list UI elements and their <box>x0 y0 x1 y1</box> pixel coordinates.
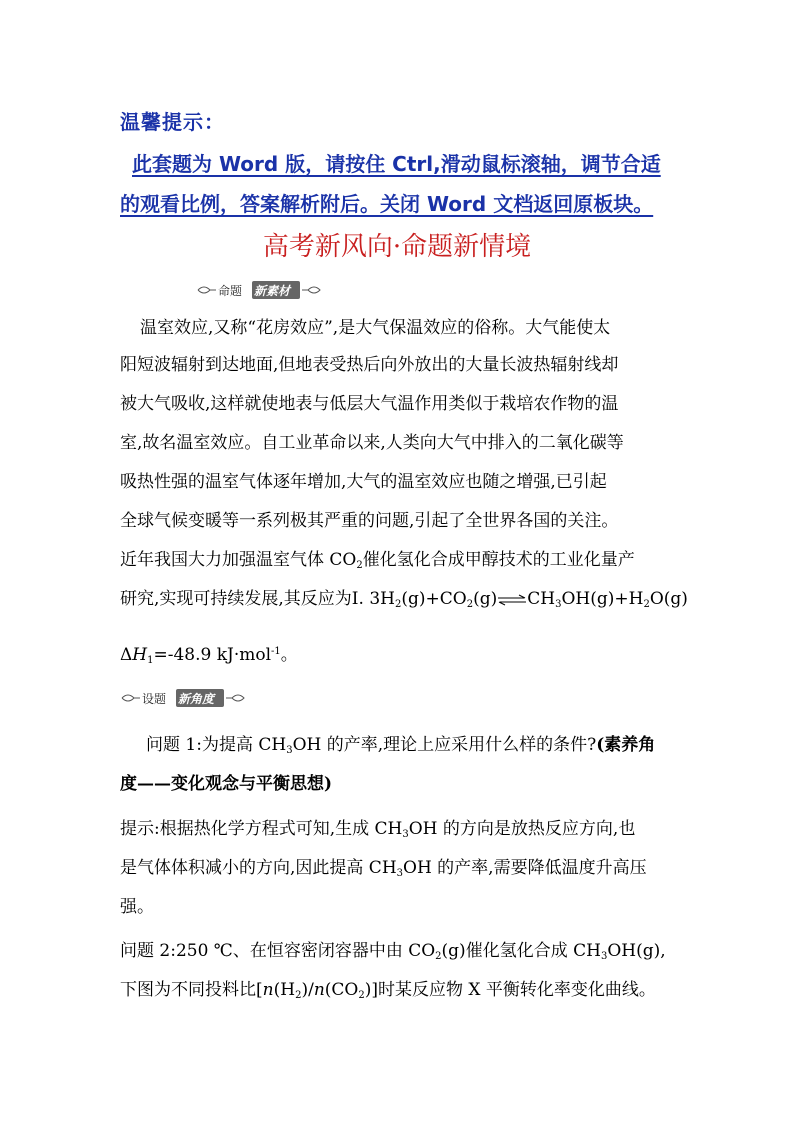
ribbon-label-a: 设题 <box>142 692 167 706</box>
question-1-line-2: 度——变化观念与平衡思想) <box>120 774 333 794</box>
material-line-3: 被大气吸收,这样就使地表与低层大气温作用类似于栽培农作物的温 <box>120 394 619 414</box>
tip-line-1: 此套题为 Word 版，请按住 Ctrl,滑动鼠标滚轴，调节合适 <box>132 152 661 176</box>
tip-title: 温馨提示： <box>120 110 225 134</box>
ribbon-ornament-icon <box>196 278 322 302</box>
enthalpy-value: $\Delta H_1=-48.9$ kJ·mol$^{-1}$。 <box>120 645 298 666</box>
material-line-5: 吸热性强的温室气体逐年增加,大气的温室效应也随之增强,已引起 <box>120 472 607 492</box>
material-line-6: 全球气候变暖等一系列极其严重的问题,引起了全世界各国的关注。 <box>120 511 619 531</box>
equilibrium-arrow-icon <box>497 594 527 606</box>
ribbon-label-b: 新角度 <box>178 692 215 706</box>
hint-line-3: 强。 <box>120 897 154 917</box>
question-1-line-1: 问题 1:为提高 $CH_3OH$ 的产率,理论上应采用什么样的条件?(素养角 <box>146 735 656 756</box>
page-headline: 高考新风向·命题新情境 <box>262 232 532 262</box>
tip-line-2: 的观看比例，答案解析附后。关闭 Word 文档返回原板块。 <box>120 192 654 216</box>
material-line-4: 室,故名温室效应。自工业革命以来,人类向大气中排入的二氧化碳等 <box>120 433 624 453</box>
hint-line-1: 提示:根据热化学方程式可知,生成 $CH_3OH$ 的方向是放热反应方向,也 <box>120 819 636 840</box>
ribbon-label-a: 命题 <box>218 284 243 298</box>
material-line-1: 温室效应,又称“花房效应”,是大气保温效应的俗称。大气能使太 <box>140 318 611 338</box>
question-2-line-1: 问题 2:250 ℃、在恒容密闭容器中由 $CO_2(g)$催化氢化合成 $CH_3OH(g)$, <box>120 941 666 962</box>
material-line-7: 近年我国大力加强温室气体 $CO_2$催化氢化合成甲醇技术的工业化量产 <box>120 550 635 571</box>
hint-line-2: 是气体体积减小的方向,因此提高 $CH_3OH$ 的产率,需要降低温度升高压 <box>120 858 647 879</box>
section-ribbon-material <box>196 278 322 302</box>
material-line-2: 阳短波辐射到达地面,但地表受热后向外放出的大量长波热辐射线却 <box>120 355 619 375</box>
section-ribbon-question <box>120 686 246 710</box>
question-2-line-2: 下图为不同投料比$[n(H_2)/n(CO_2)]$时某反应物 X 平衡转化率变化曲线。 <box>120 980 656 1001</box>
ribbon-label-b: 新素材 <box>254 284 291 298</box>
reaction-equation: 研究,实现可持续发展,其反应为Ⅰ. $3H_2(g)+CO_2(g)$ $CH_3OH(g)+H_2O(g)$ <box>120 589 688 610</box>
ribbon-ornament-icon <box>120 686 246 710</box>
